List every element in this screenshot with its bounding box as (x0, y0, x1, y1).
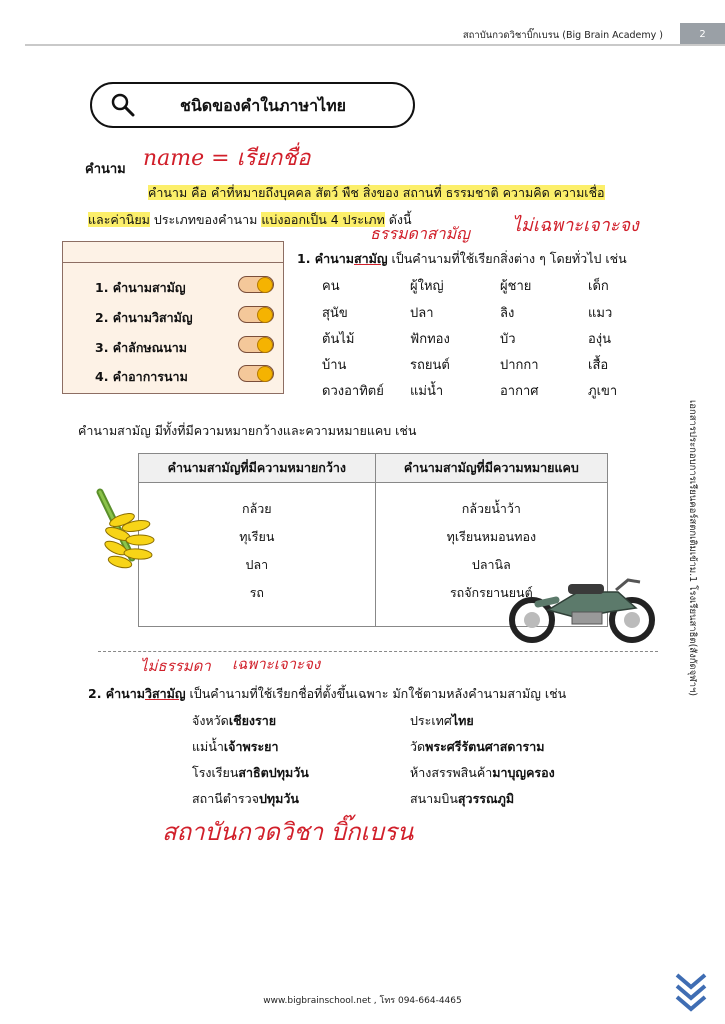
word-cell: ภูเขา (588, 384, 618, 399)
handwriting-note-not-specific: ไม่เฉพาะเจาะจง (512, 215, 639, 236)
noun-type-1: 1. คำนามสามัญ (95, 280, 186, 295)
search-icon (110, 92, 136, 118)
toggle-icon (238, 276, 274, 293)
wide-item: ทุเรียน (239, 529, 275, 544)
definition-end: ดังนี้ (384, 212, 412, 227)
word-cell: ปลา (410, 306, 434, 321)
wide-item: รถ (249, 585, 264, 600)
proper-noun-example: จังหวัดเชียงราย (192, 713, 277, 728)
section2-rest: เป็นคำนามที่ใช้เรียกชื่อที่ตั้งขึ้นเฉพาะ มักใช้ตามหลังคำนามสามัญ เช่น (185, 686, 567, 701)
section1-heading (297, 249, 627, 269)
word-cell: องุ่น (588, 332, 612, 347)
toggle-icon (238, 365, 274, 382)
word-cell: ดวงอาทิตย์ (322, 384, 384, 399)
word-cell: แมว (588, 306, 613, 321)
header-divider (25, 44, 725, 46)
word-cell: สุนัข (322, 306, 348, 321)
definition-highlight-3: แบ่งออกเป็น 4 ประเภท (261, 212, 385, 227)
narrow-item: ทุเรียนหมอนทอง (446, 529, 537, 544)
narrow-item: รถจักรยานยนต์ (449, 585, 533, 600)
footer-contact: www.bigbrainschool.net , โทร 094-664-4465 (263, 996, 462, 1006)
wide-narrow-intro: คำนามสามัญ มีทั้งที่มีความหมายกว้างและความหมายแคบ เช่น (78, 423, 417, 438)
section-divider (98, 651, 658, 652)
handwriting-note-abstract: ธรรมดาสามัญ (370, 224, 470, 243)
noun-types-box-header (62, 241, 284, 263)
page-number: 2 (680, 23, 725, 46)
definition-line2 (88, 210, 412, 230)
definition-mid: ประเภทของคำนาม (149, 212, 262, 227)
word-cell: ผู้ชาย (500, 279, 532, 294)
handwriting-note-bottom: สถาบันกวดวิชา บิ๊กเบรน (162, 818, 414, 846)
handwriting-note-not-common: ไม่ธรรมดา (140, 657, 211, 675)
noun-type-4: 4. คำอาการนาม (95, 369, 188, 384)
narrow-item: กล้วยน้ำว้า (461, 501, 521, 516)
proper-noun-example: ห้างสรรพสินค้ามาบุญครอง (410, 765, 555, 780)
wide-item: ปลา (245, 557, 269, 572)
banana-illustration (92, 488, 162, 574)
definition-line1 (148, 183, 605, 203)
wide-col (139, 483, 376, 627)
word-cell: เด็ก (588, 279, 609, 294)
handwriting-note-top: name = เรียกชื่อ (143, 146, 311, 171)
word-cell: ปากกา (500, 358, 539, 373)
section1-emph: สามัญ (353, 251, 388, 266)
word-cell: คน (322, 279, 340, 294)
col-wide-header: คำนามสามัญที่มีความหมายกว้าง (139, 454, 376, 483)
proper-noun-example: ประเทศไทย (410, 713, 474, 728)
narrow-item: ปลานิล (471, 557, 511, 572)
proper-noun-example: โรงเรียนสาธิตปทุมวัน (192, 765, 309, 780)
definition-highlight-1: คำนาม คือ คำที่หมายถึงบุคคล สัตว์ พืช สิ่งของ สถานที่ ธรรมชาติ ความคิด ความเชื่อ (148, 185, 605, 200)
proper-noun-example: สถานีตำรวจปทุมวัน (192, 791, 299, 806)
proper-noun-example: สนามบินสุวรรณภูมิ (410, 791, 515, 806)
word-cell: เสื้อ (588, 358, 609, 373)
side-course-label: เอกสารประกอบการเรียนคอร์สตกเติมเข้าม.1 โรงเรียนสาธิต(สังกัดจุฬาฯ) (687, 400, 698, 697)
proper-noun-example: วัดพระศรีรัตนศาสดาราม (410, 739, 545, 754)
definition-highlight-2: และค่านิยม (88, 212, 150, 227)
noun-label: คำนาม (85, 162, 126, 177)
word-cell: ลิง (500, 306, 515, 321)
word-cell: ผู้ใหญ่ (410, 279, 444, 294)
motorcycle-illustration (508, 560, 658, 646)
section2-heading (88, 684, 566, 704)
section2-emph: วิสามัญ (144, 686, 186, 701)
toggle-icon (238, 306, 274, 323)
col-narrow-header: คำนามสามัญที่มีความหมายแคบ (375, 454, 607, 483)
word-cell: ฟักทอง (410, 332, 450, 347)
noun-type-3: 3. คำลักษณนาม (95, 340, 188, 355)
section2-prefix: 2. คำนาม (88, 686, 145, 701)
proper-noun-example: แม่น้ำเจ้าพระยา (192, 739, 279, 754)
header-institute: สถาบันกวดวิชาบิ๊กเบรน (Big Brain Academy ) (462, 30, 663, 41)
wide-item: กล้วย (242, 501, 272, 516)
page-title: ชนิดของคำในภาษาไทย (180, 96, 347, 115)
section1-prefix: 1. คำนาม (297, 251, 354, 266)
word-cell: ต้นไม้ (322, 332, 355, 347)
word-cell: อากาศ (500, 384, 539, 399)
toggle-icon (238, 336, 274, 353)
word-cell: แม่น้ำ (410, 384, 444, 399)
word-cell: รถยนต์ (410, 358, 450, 373)
noun-type-2: 2. คำนามวิสามัญ (95, 310, 193, 325)
handwriting-note-specific: เฉพาะเจาะจง (232, 655, 321, 673)
word-cell: บัว (500, 332, 516, 347)
section1-rest: เป็นคำนามที่ใช้เรียกสิ่งต่าง ๆ โดยทั่วไป เช่น (387, 251, 627, 266)
word-cell: บ้าน (322, 358, 347, 373)
